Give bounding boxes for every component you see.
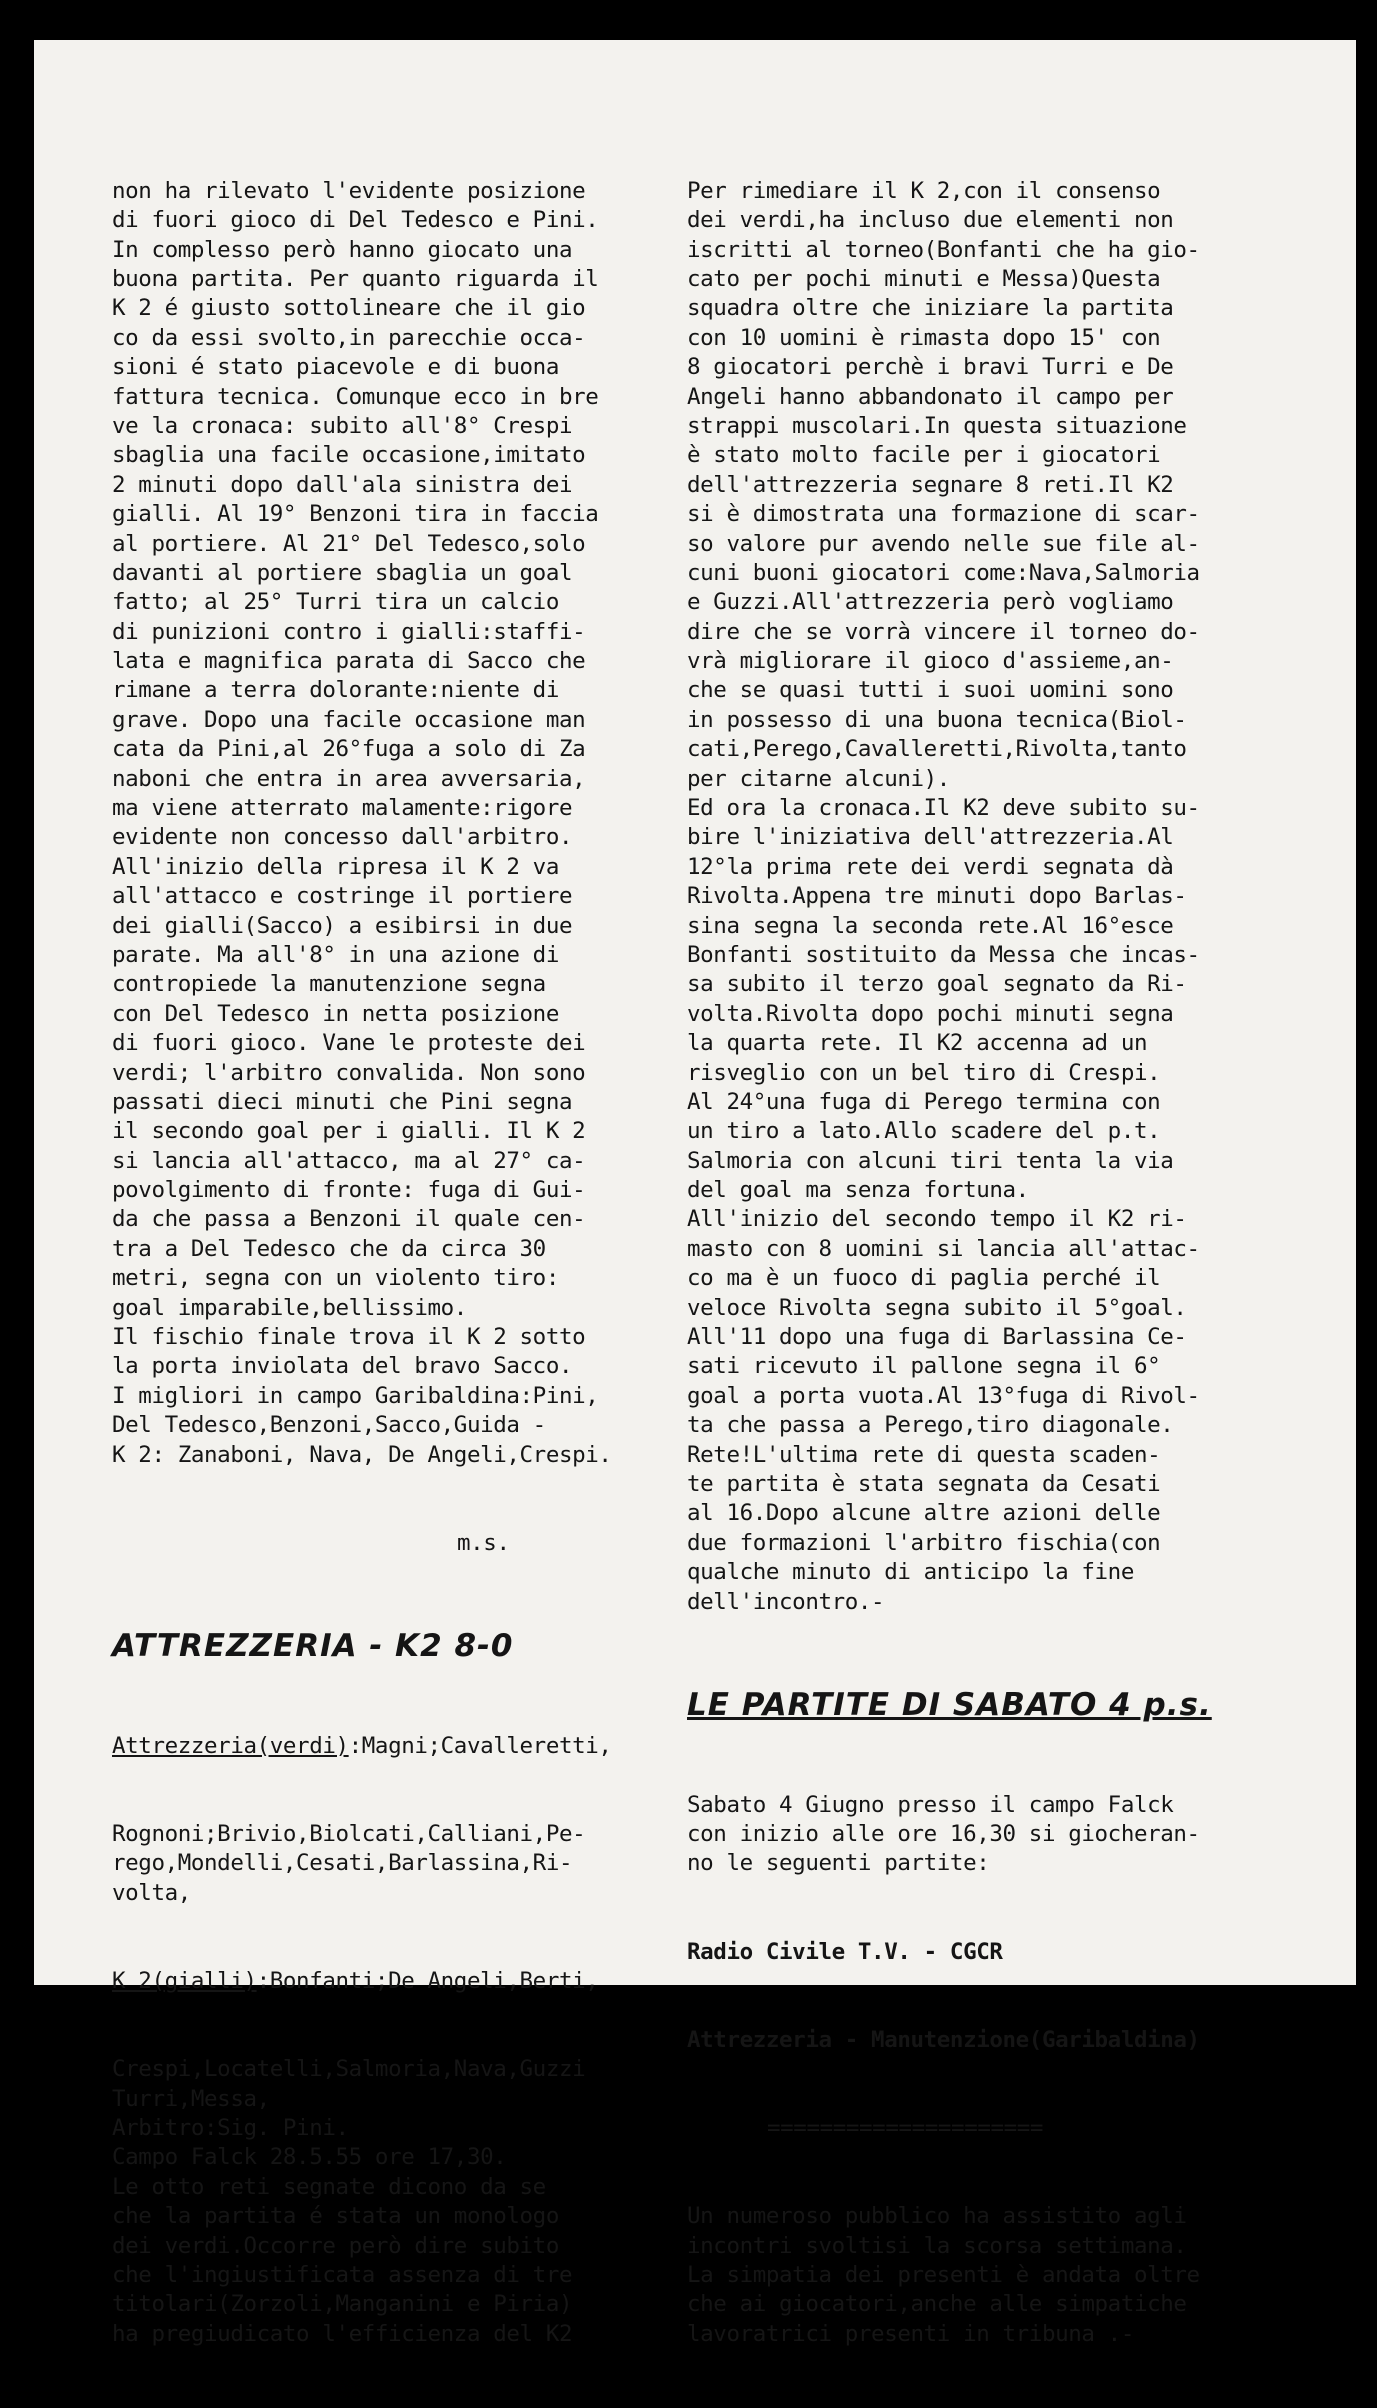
text-line: Rete!L'ultima rete di questa scaden-	[687, 1441, 1161, 1468]
closing-lines	[687, 2202, 1277, 2349]
text-line: povolgimento di fronte: fuga di Gui-	[112, 1177, 586, 1204]
text-line: con Del Tedesco in netta posizione	[112, 1000, 559, 1027]
lineup-team2-lines	[112, 2055, 702, 2349]
text-line: cuni buoni giocatori come:Nava,Salmoria	[687, 559, 1200, 586]
text-line: naboni che entra in area avversaria,	[112, 765, 586, 792]
text-line: risveglio con un bel tiro di Crespi.	[687, 1059, 1161, 1086]
text-line: davanti al portiere sbaglia un goal	[112, 559, 573, 586]
text-line: Al 24°una fuga di Perego termina con	[687, 1088, 1161, 1115]
lineup-team1-rest: :Magni;Cavalleretti,	[348, 1732, 612, 1759]
text-line: dei gialli(Sacco) a esibirsi in due	[112, 912, 573, 939]
text-line: gialli. Al 19° Benzoni tira in faccia	[112, 501, 599, 528]
text-line: si lancia all'attacco, ma al 27° ca-	[112, 1147, 586, 1174]
text-line: sati ricevuto il pallone segna il 6°	[687, 1353, 1161, 1380]
text-line: cata da Pini,al 26°fuga a solo di Za	[112, 736, 586, 763]
text-line: all'attacco e costringe il portiere	[112, 883, 573, 910]
left-body	[112, 177, 702, 1470]
text-line: K 2: Zanaboni, Nava, De Angeli,Crespi.	[112, 1441, 612, 1468]
text-line: 12°la prima rete dei verdi segnata dà	[687, 853, 1174, 880]
right-column	[687, 118, 1277, 2408]
text-line: veloce Rivolta segna subito il 5°goal.	[687, 1294, 1187, 1321]
separator-line: =====================	[767, 2114, 1044, 2141]
text-line: non ha rilevato l'evidente posizione	[112, 177, 586, 204]
text-line: Campo Falck 28.5.55 ore 17,30.	[112, 2144, 507, 2171]
text-line: te partita è stata segnata da Cesati	[687, 1471, 1161, 1497]
text-line: Del Tedesco,Benzoni,Sacco,Guida -	[112, 1412, 546, 1439]
text-line: Angeli hanno abbandonato il campo per	[687, 383, 1174, 410]
text-line: parate. Ma all'8° in una azione di	[112, 941, 559, 968]
text-line: bire l'iniziativa dell'attrezzeria.Al	[687, 824, 1174, 851]
text-line: 8 giocatori perchè i bravi Turri e De	[687, 354, 1174, 381]
text-line: ma viene atterrato malamente:rigore	[112, 795, 573, 822]
text-line: iscritti al torneo(Bonfanti che ha gio-	[687, 236, 1200, 263]
left-column	[112, 118, 702, 2408]
text-line: sioni é stato piacevole e di buona	[112, 354, 559, 381]
text-line: si è dimostrata una formazione di scar-	[687, 501, 1200, 528]
text-line: da che passa a Benzoni il quale cen-	[112, 1206, 586, 1233]
match-heading-attrezzeria-k2: ATTREZZERIA - K2 8-0	[112, 1628, 514, 1665]
text-line: per citarne alcuni).	[687, 765, 950, 792]
text-line: so valore pur avendo nelle sue file al-	[687, 530, 1200, 557]
text-line: passati dieci minuti che Pini segna	[112, 1088, 573, 1115]
text-line: I migliori in campo Garibaldina:Pini,	[112, 1382, 599, 1409]
text-line: strappi muscolari.In questa situazione	[687, 412, 1187, 439]
text-line: verdi; l'arbitro convalida. Non sono	[112, 1059, 586, 1086]
text-line: Per rimediare il K 2,con il consenso	[687, 177, 1161, 204]
text-line: dell'attrezzeria segnare 8 reti.Il K2	[687, 471, 1174, 498]
text-line: in possesso di una buona tecnica(Biol-	[687, 706, 1187, 733]
text-line: dei verdi,ha incluso due elementi non	[687, 207, 1174, 234]
text-line: che se quasi tutti i suoi uomini sono	[687, 677, 1174, 704]
text-line: al 16.Dopo alcune altre azioni delle	[687, 1500, 1161, 1527]
text-line: Crespi,Locatelli,Salmoria,Nava,Guzzi	[112, 2056, 586, 2083]
text-line: del goal ma senza fortuna.	[687, 1177, 1029, 1204]
text-line: cati,Perego,Cavalleretti,Rivolta,tanto	[687, 736, 1187, 763]
text-line: buona partita. Per quanto riguarda il	[112, 265, 599, 292]
text-line: grave. Dopo una facile occasione man	[112, 706, 586, 733]
text-line: squadra oltre che iniziare la partita	[687, 295, 1174, 322]
lineup-team1-label: Attrezzeria(verdi)	[112, 1732, 349, 1759]
text-line: evidente non concesso dall'arbitro.	[112, 824, 573, 851]
text-line: In complesso però hanno giocato una	[112, 236, 573, 263]
right-body	[687, 177, 1277, 1617]
lineup-line: rego,Mondelli,Cesati,Barlassina,Ri-	[112, 1850, 573, 1877]
text-line: All'inizio della ripresa il K 2 va	[112, 853, 559, 880]
text-line: Arbitro:Sig. Pini.	[112, 2115, 349, 2141]
text-line: che l'ingiustificata assenza di tre	[112, 2261, 573, 2288]
text-line: ha pregiudicato l'efficienza del K2	[112, 2320, 573, 2347]
schedule-lines	[687, 1791, 1277, 1879]
text-line: Turri,Messa,	[112, 2085, 270, 2112]
text-line: è stato molto facile per i giocatori	[687, 442, 1161, 469]
author-signature: m.s.	[457, 1529, 510, 1556]
text-line: Il fischio finale trova il K 2 sotto	[112, 1324, 586, 1351]
text-line: sa subito il terzo goal segnato da Ri-	[687, 971, 1187, 998]
text-line: vrà migliorare il gioco d'assieme,an-	[687, 648, 1174, 675]
text-line: Un numeroso pubblico ha assistito agli	[687, 2203, 1187, 2230]
lineup-team1-lines	[112, 1820, 702, 1908]
typewritten-page	[34, 40, 1356, 2347]
text-line: ta che passa a Perego,tiro diagonale.	[687, 1412, 1174, 1439]
text-line: All'inizio del secondo tempo il K2 ri-	[687, 1206, 1187, 1233]
text-line: con 10 uomini è rimasta dopo 15' con	[687, 324, 1161, 351]
section-heading-sabato-matches: LE PARTITE DI SABATO 4 p.s.	[687, 1686, 1212, 1723]
text-line: K 2 é giusto sottolineare che il gio	[112, 295, 586, 322]
text-line: di fuori gioco di Del Tedesco e Pini.	[112, 207, 599, 234]
text-line: e Guzzi.All'attrezzeria però vogliamo	[687, 589, 1174, 616]
text-line: lavoratrici presenti in tribuna .-	[687, 2320, 1134, 2347]
text-line: Bonfanti sostituito da Messa che incas-	[687, 941, 1200, 968]
text-line: incontri svoltisi la scorsa settimana.	[687, 2232, 1187, 2259]
text-line: ve la cronaca: subito all'8° Crespi	[112, 412, 573, 439]
text-line: rimane a terra dolorante:niente di	[112, 677, 559, 704]
text-line: titolari(Zorzoli,Manganini e Piria)	[112, 2291, 573, 2318]
text-line: fatto; al 25° Turri tira un calcio	[112, 589, 559, 616]
text-line: dei verdi.Occorre però dire subito	[112, 2232, 559, 2259]
text-line: volta.Rivolta dopo pochi minuti segna	[687, 1000, 1174, 1027]
text-line: La simpatia dei presenti è andata oltre	[687, 2261, 1200, 2288]
text-line: che ai giocatori,anche alle simpatiche	[687, 2291, 1187, 2318]
text-line: contropiede la manutenzione segna	[112, 971, 546, 998]
text-line: goal a porta vuota.Al 13°fuga di Rivol-	[687, 1382, 1200, 1409]
text-line: cato per pochi minuti e Messa)Questa	[687, 265, 1161, 292]
text-line: la quarta rete. Il K2 accenna ad un	[687, 1030, 1148, 1057]
text-line: dire che se vorrà vincere il torneo do-	[687, 618, 1200, 645]
text-line: Ed ora la cronaca.Il K2 deve subito su-	[687, 795, 1200, 822]
text-line: All'11 dopo una fuga di Barlassina Ce-	[687, 1324, 1187, 1351]
text-line: al portiere. Al 21° Del Tedesco,solo	[112, 530, 586, 557]
text-line: sina segna la seconda rete.Al 16°esce	[687, 912, 1174, 939]
lineup-line: volta,	[112, 1879, 191, 1906]
text-line: qualche minuto di anticipo la fine	[687, 1559, 1134, 1586]
text-line: di fuori gioco. Vane le proteste dei	[112, 1030, 586, 1057]
text-line: Le otto reti segnate dicono da se	[112, 2173, 546, 2200]
lineup-team2-rest: :Bonfanti;De Angeli,Berti,	[256, 1968, 599, 1995]
match-radio-civile: Radio Civile T.V. - CGCR	[687, 1938, 1003, 1965]
text-line: sbaglia una facile occasione,imitato	[112, 442, 586, 469]
text-line: tra a Del Tedesco che da circa 30	[112, 1235, 546, 1262]
text-line: metri, segna con un violento tiro:	[112, 1265, 559, 1292]
text-line: due formazioni l'arbitro fischia(con	[687, 1529, 1161, 1556]
text-line: 2 minuti dopo dall'ala sinistra dei	[112, 471, 573, 498]
lineup-line: Rognoni;Brivio,Biolcati,Calliani,Pe-	[112, 1821, 586, 1848]
text-line: masto con 8 uomini si lancia all'attac-	[687, 1235, 1200, 1262]
text-line: che la partita é stata un monologo	[112, 2203, 559, 2230]
text-line: il secondo goal per i gialli. Il K 2	[112, 1118, 586, 1145]
text-line: fattura tecnica. Comunque ecco in bre	[112, 383, 599, 410]
text-line: lata e magnifica parata di Sacco che	[112, 648, 586, 675]
text-line: goal imparabile,bellissimo.	[112, 1294, 467, 1321]
text-line: co da essi svolto,in parecchie occa-	[112, 324, 586, 351]
lineup-team2-first-line	[112, 1967, 702, 1996]
text-line: Salmoria con alcuni tiri tenta la via	[687, 1147, 1174, 1174]
text-line: un tiro a lato.Allo scadere del p.t.	[687, 1118, 1161, 1145]
schedule-line: con inizio alle ore 16,30 si giocheran-	[687, 1820, 1200, 1847]
lineup-team2-label: K 2(gialli)	[112, 1968, 257, 1995]
schedule-line: Sabato 4 Giugno presso il campo Falck	[687, 1791, 1174, 1818]
text-line: la porta inviolata del bravo Sacco.	[112, 1353, 573, 1380]
lineup-team1-first-line	[112, 1732, 702, 1761]
text-line: di punizioni contro i gialli:staffi-	[112, 618, 586, 645]
text-line: co ma è un fuoco di paglia perché il	[687, 1265, 1161, 1292]
schedule-line: no le seguenti partite:	[687, 1850, 990, 1877]
text-line: Rivolta.Appena tre minuti dopo Barlas-	[687, 883, 1187, 910]
match-attrezzeria-manutenzione: Attrezzeria - Manutenzione(Garibaldina)	[687, 2026, 1200, 2053]
text-line: dell'incontro.-	[687, 1588, 885, 1615]
